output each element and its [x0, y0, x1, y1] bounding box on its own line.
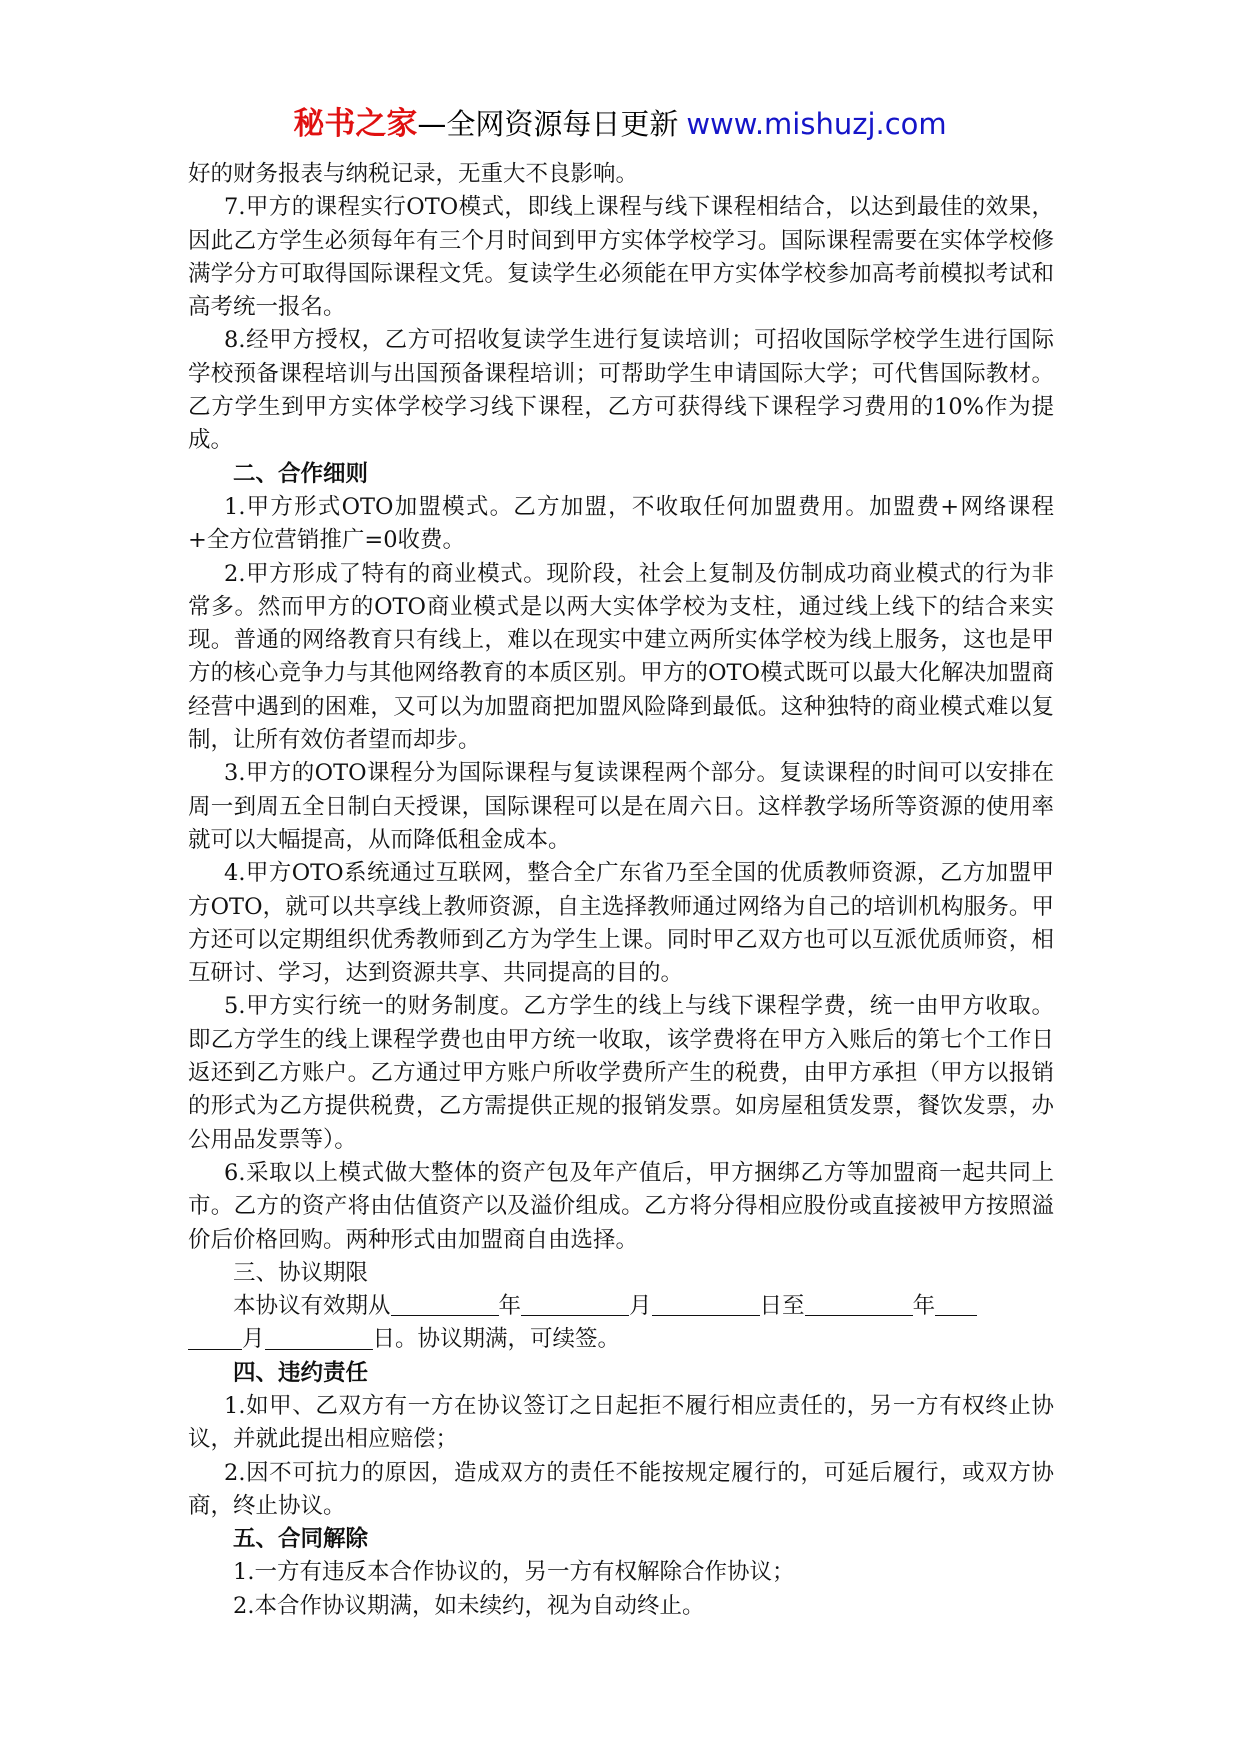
- end-month-blank-cont: [188, 1326, 242, 1350]
- clause-2: 2.甲方形成了特有的商业模式。现阶段，社会上复制及仿制成功商业模式的行为非常多。然而甲方的OTO商业模式是以两大实体学校为支柱，通过线上线下的结合来实现。普通的网络教育只有线上，难以在现实中建立两所实体学校为线上服务，这也是甲方的核心竞争力与其他网络教育的本质区别。甲方的OTO模式既可以最大化解决加盟商经营中遇到的困难，又可以为加盟商把加盟风险降到最低。这种独特的商业模式难以复制，让所有效仿者望而却步。: [188, 560, 1054, 754]
- end-month-blank-start: [935, 1293, 977, 1317]
- end-day-label: 日。协议期满，可续签。: [372, 1326, 621, 1353]
- month-blank: [521, 1293, 629, 1317]
- site-watermark-header: [0, 104, 1240, 149]
- end-year-label: 年: [912, 1293, 936, 1320]
- clause-1: 1.甲方形式OTO加盟模式。乙方加盟，不收取任何加盟费用。加盟费+网络课程+全方位营销推广=0收费。: [188, 493, 1054, 554]
- clause-5: 5.甲方实行统一的财务制度。乙方学生的线上与线下课程学费，统一由甲方收取。即乙方学生的线上课程学费也由甲方统一收取，该学费将在甲方入账后的第七个工作日返还到乙方账户。乙方通过甲方账户所收学费所产生的税费，由甲方承担（甲方以报销的形式为乙方提供税费，乙方需提供正规的报销发票。如房屋租赁发票，餐饮发票，办公用品发票等）。: [188, 993, 1054, 1153]
- section-heading-termination: 五、合同解除: [233, 1526, 369, 1553]
- header-url: www.mishuzj.com: [686, 107, 947, 141]
- end-month-label: 月: [242, 1326, 265, 1353]
- clause-7: 7.甲方的课程实行OTO模式，即线上课程与线下课程相结合，以达到最佳的效果，因此乙方学生必须每年有三个月时间到甲方实体学校学习。国际课程需要在实体学校修满学分方可取得国际课程文凭。复读学生必须能在甲方实体学校参加高考前模拟考试和高考统一报名。: [188, 194, 1054, 321]
- end-year-blank: [805, 1293, 913, 1317]
- clause-8: 8.经甲方授权，乙方可招收复读学生进行复读培训；可招收国际学校学生进行国际学校预备课程培训与出国预备课程培训；可帮助学生申请国际大学；可代售国际教材。乙方学生到甲方实体学校学习线下课程，乙方可获得线下课程学习费用的10%作为提成。: [188, 327, 1054, 454]
- term-paragraph: [188, 1290, 1054, 1357]
- termination-clause-1: 1.一方有违反本合作协议的，另一方有权解除合作协议；: [233, 1559, 795, 1586]
- liability-clause-2: 2.因不可抗力的原因，造成双方的责任不能按规定履行的，可延后履行，或双方协商，终止协议。: [188, 1459, 1054, 1519]
- year-label: 年: [498, 1293, 522, 1320]
- section-heading-liability: 四、违约责任: [233, 1359, 369, 1386]
- header-slogan: —全网资源每日更新: [417, 107, 679, 141]
- clause-4: 4.甲方OTO系统通过互联网，整合全广东省乃至全国的优质教师资源，乙方加盟甲方OTO，就可以共享线上教师资源，自主选择教师通过网络为自己的培训机构服务。甲方还可以定期组织优秀教师到乙方为学生上课。同时甲乙双方也可以互派优质师资，相互研讨、学习，达到资源共享、共同提高的目的。: [188, 860, 1054, 987]
- section-heading-cooperation-rules: 二、合作细则: [233, 460, 369, 487]
- termination-clause-2: 2.本合作协议期满，如未续约，视为自动终止。: [233, 1592, 705, 1619]
- brand-name: 秘书之家: [293, 106, 418, 142]
- clause-6: 6.采取以上模式做大整体的资产包及年产值后，甲方捆绑乙方等加盟商一起共同上市。乙方的资产将由估值资产以及溢价组成。乙方将分得相应股份或直接被甲方按照溢价后价格回购。两种形式由加盟商自由选择。: [188, 1159, 1054, 1253]
- term-lead: 本协议有效期从: [233, 1293, 391, 1320]
- paragraph: 好的财务报表与纳税记录，无重大不良影响。: [188, 161, 639, 187]
- year-blank: [391, 1293, 499, 1317]
- section-heading-term: 三、协议期限: [233, 1259, 369, 1286]
- clause-3: 3.甲方的OTO课程分为国际课程与复读课程两个部分。复读课程的时间可以安排在周一到周五全日制白天授课，国际课程可以是在周六日。这样教学场所等资源的使用率就可以大幅提高，从而降低租金成本。: [188, 760, 1054, 853]
- liability-clause-1: 1.如甲、乙双方有一方在协议签订之日起拒不履行相应责任的，另一方有权终止协议，并就此提出相应赔偿；: [188, 1392, 1054, 1453]
- month-label: 月: [629, 1293, 652, 1320]
- document-body: [188, 158, 1054, 1623]
- day-to-label: 日至: [759, 1293, 805, 1320]
- end-day-blank: [265, 1326, 373, 1350]
- day-blank: [652, 1293, 760, 1317]
